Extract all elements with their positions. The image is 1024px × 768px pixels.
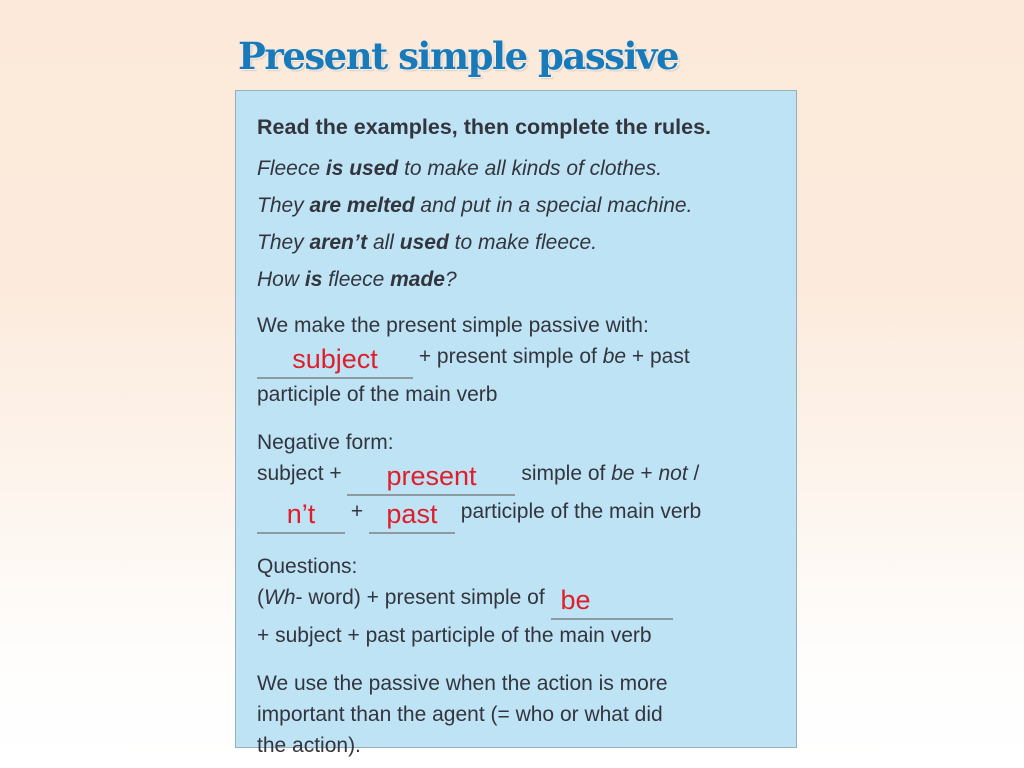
- text-run-italic: be: [602, 345, 627, 368]
- text-run: to make all kinds of clothes.: [398, 157, 663, 180]
- text-run: + past: [626, 345, 690, 368]
- rule-affirmative: [257, 310, 774, 410]
- answer-subject: subject: [292, 344, 378, 374]
- text-run: all: [367, 231, 400, 254]
- text-run: Fleece: [257, 157, 326, 180]
- answer-be: be: [560, 585, 591, 615]
- text-run: and put in a special machine.: [414, 194, 693, 217]
- text-run: fleece: [322, 268, 391, 291]
- blank-subject: [257, 346, 413, 379]
- text-run-italic: be: [611, 462, 635, 485]
- card-heading: Read the examples, then complete the rules.: [257, 115, 712, 139]
- text-run: They: [257, 231, 310, 254]
- text-run: How: [257, 268, 305, 291]
- examples-list: [257, 150, 774, 298]
- text-run: + present simple of: [413, 345, 603, 368]
- text-run-bold: is used: [325, 157, 399, 180]
- answer-nt: n’t: [286, 499, 316, 529]
- text-run: ?: [444, 268, 457, 291]
- page-title: Present simple passive: [238, 34, 679, 78]
- text-run-bold: aren’t: [309, 231, 368, 254]
- text-run: We make the present simple passive with:: [257, 314, 649, 337]
- text-run: + subject + past participle of the main verb: [257, 624, 652, 647]
- text-run-italic: not: [658, 462, 688, 485]
- grammar-rules-card: [235, 90, 797, 757]
- text-run: Questions:: [257, 555, 358, 578]
- example-sentence: [257, 224, 774, 261]
- example-sentence: [257, 187, 774, 224]
- rule-usage: [257, 668, 774, 761]
- text-run: participle of the main verb: [257, 383, 498, 406]
- blank-present: [347, 463, 515, 496]
- rule-negative: [257, 427, 774, 534]
- example-sentence: [257, 261, 774, 298]
- text-run: participle of the main verb: [454, 500, 702, 523]
- text-run: simple of: [515, 462, 612, 485]
- blank-past: [369, 501, 455, 534]
- text-run-bold: are melted: [309, 194, 415, 217]
- text-run: We use the passive when the action is more: [257, 672, 668, 695]
- text-run: Negative form:: [257, 431, 394, 454]
- answer-past: past: [386, 499, 438, 529]
- text-run: the action).: [257, 734, 361, 757]
- blank-nt: [257, 501, 345, 534]
- text-run-italic: Wh: [264, 586, 296, 609]
- text-run: +: [345, 500, 369, 523]
- text-run: important than the agent (= who or what did: [257, 703, 663, 726]
- blank-be: [551, 587, 673, 620]
- text-run: subject +: [257, 462, 348, 485]
- text-run: They: [257, 194, 310, 217]
- example-sentence: [257, 150, 774, 187]
- answer-present: present: [386, 461, 477, 491]
- text-run: to make fleece.: [448, 231, 598, 254]
- text-run-bold: used: [399, 231, 449, 254]
- text-run-bold: is: [304, 268, 323, 291]
- text-run-bold: made: [390, 268, 445, 291]
- rule-questions: [257, 551, 774, 651]
- text-run: (: [257, 586, 264, 609]
- text-run: +: [634, 462, 659, 485]
- text-run: /: [687, 462, 700, 485]
- text-run: - word) + present simple of: [295, 586, 551, 609]
